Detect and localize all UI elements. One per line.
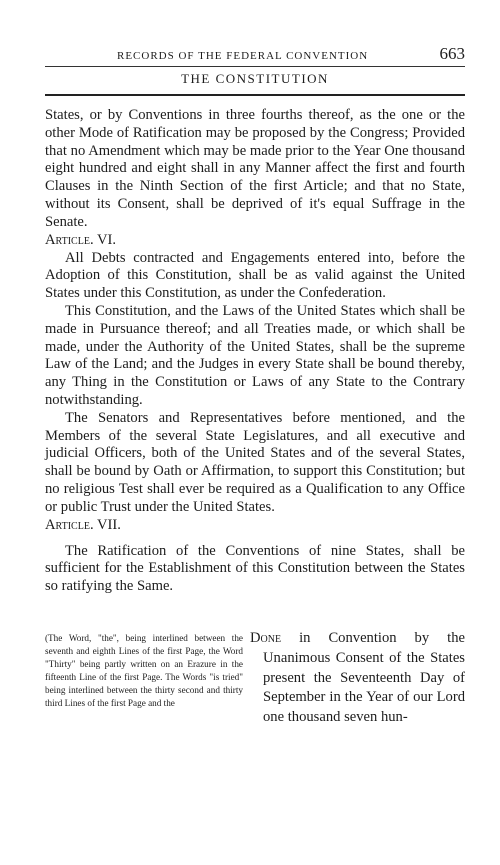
footnote <box>45 632 243 709</box>
article-vi-paragraph-2: This Constitution, and the Laws of the United States which shall be made in Pursuance thereof; and all Treaties made, or which shall be made, under the Authority of the United States, shall be the supreme Law of the Land; and the Judges in every State shall be bound thereby, any Thing in the Constitution or Laws of any State to the Contrary notwithstanding. <box>45 302 465 408</box>
article-vii-number: . VII. <box>89 516 121 533</box>
continued-paragraph: States, or by Conventions in three fourths thereof, as the one or the other Mode of Ratification may be proposed by the Congress; Provided that no Amendment which may be made prior to the Year One thousand eight hundred and eight shall in any Manner affect the first and fourth Clauses in the Ninth Section of the first Article; and that no State, without its Consent, shall be deprived of it's equal Suffrage in the Senate. <box>45 107 465 230</box>
page-number: 663 <box>439 44 465 63</box>
running-title: RECORDS OF THE FEDERAL CONVENTION <box>117 50 369 62</box>
running-header <box>45 44 465 64</box>
done-word: Done <box>250 630 282 646</box>
closing-paragraph <box>250 629 465 728</box>
closing-text: in Convention by the Unanimous Consent of the States present the Seventeenth Day of September in the Year of our Lord one thousand seven hun- <box>263 630 465 726</box>
header-rule <box>45 66 465 67</box>
section-title: THE CONSTITUTION <box>181 71 329 86</box>
article-vi-label: Article <box>45 231 90 248</box>
article-vi-paragraph-3: The Senators and Representatives before mentioned, and the Members of the several State Legislatures, and all executive and judicial Officers, both of the United States and of the several States, shall be bound by Oath or Affirmation, to support this Constitution; but no religious Test shall ever be required as a Qualification to any Office or public Trust under the United States. <box>45 409 465 515</box>
article-vii-label: Article <box>45 516 90 533</box>
article-vii-paragraph: The Ratification of the Conventions of nine States, shall be sufficient for the Establishment of this Constitution between the States so ratifying the Same. <box>45 542 465 595</box>
closing-column <box>250 629 465 728</box>
section-rule <box>45 94 465 96</box>
article-vi-paragraph-1: All Debts contracted and Engagements entered into, before the Adoption of this Constitution, shall be as valid against the United States under this Constitution, as under the Confederation. <box>45 249 465 302</box>
article-vi-number: . VI. <box>89 231 117 248</box>
footnote-text: (The Word, "the", being interlined between the seventh and eighth Lines of the first Page, the Word "Thirty" being partly written on an Erazure in the fifteenth Line of the first Page. The Words "is tried" being interlined between the thirty second and thirty third Lines of the first Page and the <box>45 633 243 708</box>
article-vi-heading <box>45 232 465 250</box>
article-vii-heading <box>45 517 465 539</box>
main-text <box>45 107 465 596</box>
